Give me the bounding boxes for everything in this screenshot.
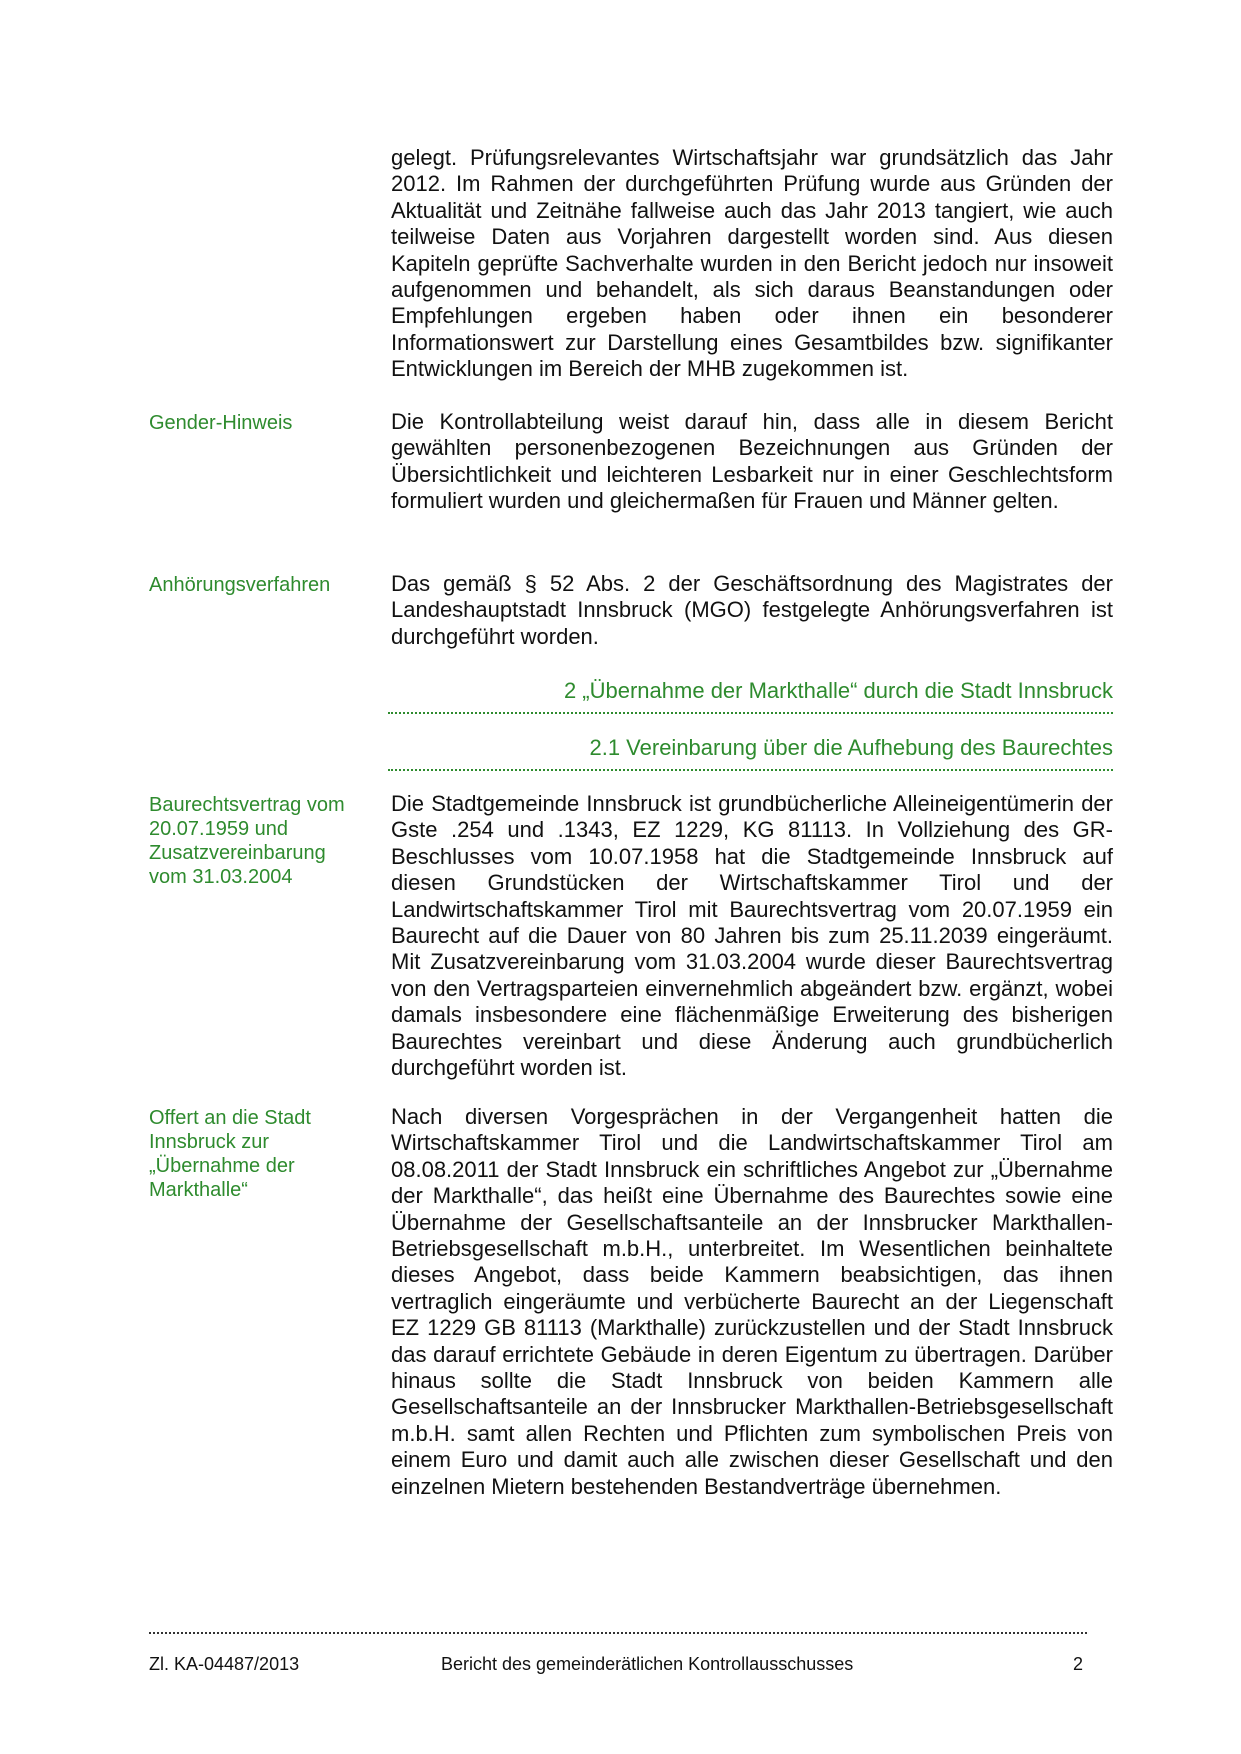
section-heading-2-1: 2.1 Vereinbarung über die Aufhebung des Baurechtes	[388, 735, 1113, 771]
margin-label-baurecht: Baurechtsvertrag vom 20.07.1959 und Zusatzvereinbarung vom 31.03.2004	[149, 794, 345, 888]
margin-label-offert: Offert an die Stadt Innsbruck zur „Übernahme der Markthalle“	[149, 1107, 311, 1201]
offert-paragraph: Nach diversen Vorgesprächen in der Vergangenheit hatten die Wirtschaftskammer Tirol und die Landwirtschaftskammer Tirol am 08.08.2011 der Stadt Innsbruck ein schriftliches Angebot zur „Übernahme der Markthalle“, das heißt eine Übernahme des Baurechtes sowie eine Übernahme der Gesellschaftsanteile an der Innsbrucker Markthallen-Betriebsgesellschaft m.b.H., unterbreitet. Im Wesentlichen beinhaltete dieses Angebot, dass beide Kammern beabsichtigen, das ihnen vertraglich eingeräumte und verbücherte Baurecht an der Liegenschaft EZ 1229 GB 81113 (Markthalle) zurückzustellen und der Stadt Innsbruck das darauf errichtete Gebäude in deren Eigentum zu übertragen. Darüber hinaus sollte die Stadt Innsbruck von beiden Kammern alle Gesellschaftsanteile an der Innsbrucker Markthallen-Betriebsgesellschaft m.b.H. samt allen Rechten und Pflichten zum symbolischen Preis von einem Euro und damit auch alle zwischen dieser Gesellschaft und den einzelnen Mietern bestehenden Bestandverträge übernehmen.	[391, 1104, 1113, 1499]
intro-paragraph: gelegt. Prüfungsrelevantes Wirtschaftsjahr war grundsätzlich das Jahr 2012. Im Rahmen der durchgeführten Prüfung wurde aus Gründen der Aktualität und Zeitnähe fallweise auch das Jahr 2013 tangiert, wie auch teilweise Daten aus Vorjahren dargestellt worden sind. Aus diesen Kapiteln geprüfte Sachverhalte wurden in den Bericht jedoch nur insoweit aufgenommen und behandelt, als sich daraus Beanstandungen oder Empfehlungen ergeben haben oder ihnen ein besonderer Informationswert zur Darstellung eines Gesamtbildes bzw. signifikanter Entwicklungen im Bereich der MHB zugekommen ist.	[391, 145, 1113, 382]
margin-label-anhoerung: Anhörungsverfahren	[149, 574, 331, 596]
page-number: 2	[1073, 1654, 1084, 1674]
margin-label-gender: Gender-Hinweis	[149, 412, 293, 434]
footer-reference: Zl. KA-04487/2013	[149, 1654, 300, 1674]
baurecht-paragraph: Die Stadtgemeinde Innsbruck ist grundbücherliche Alleineigentümerin der Gste .254 und .1343, EZ 1229, KG 81113. In Vollziehung des GR-Beschlusses vom 10.07.1958 hat die Stadtgemeinde Innsbruck auf diesen Grundstücken der Wirtschaftskammer Tirol und der Landwirtschaftskammer Tirol mit Baurechtsvertrag vom 20.07.1959 ein Baurecht auf die Dauer von 80 Jahren bis zum 25.11.2039 eingeräumt. Mit Zusatzvereinbarung vom 31.03.2004 wurde dieser Baurechtsvertrag von den Vertragsparteien einvernehmlich abgeändert bzw. ergänzt, wobei damals insbesondere eine flächenmäßige Erweiterung des bisherigen Baurechtes vereinbart und diese Änderung auch grundbücherlich durchgeführt worden ist.	[391, 791, 1113, 1081]
anhoerung-paragraph: Das gemäß § 52 Abs. 2 der Geschäftsordnung des Magistrates der Landeshauptstadt Innsbruck (MGO) festgelegte Anhörungsverfahren ist durchgeführt worden.	[391, 571, 1113, 649]
footer-divider	[149, 1632, 1087, 1634]
gender-paragraph: Die Kontrollabteilung weist darauf hin, dass alle in diesem Bericht gewählten personenbezogenen Bezeichnungen aus Gründen der Übersichtlichkeit und leichteren Lesbarkeit nur in einer Geschlechtsform formuliert wurden und gleichermaßen für Frauen und Männer gelten.	[391, 409, 1113, 514]
section-heading-2: 2 „Übernahme der Markthalle“ durch die Stadt Innsbruck	[388, 678, 1113, 714]
footer-title: Bericht des gemeinderätlichen Kontrollausschusses	[441, 1654, 854, 1674]
